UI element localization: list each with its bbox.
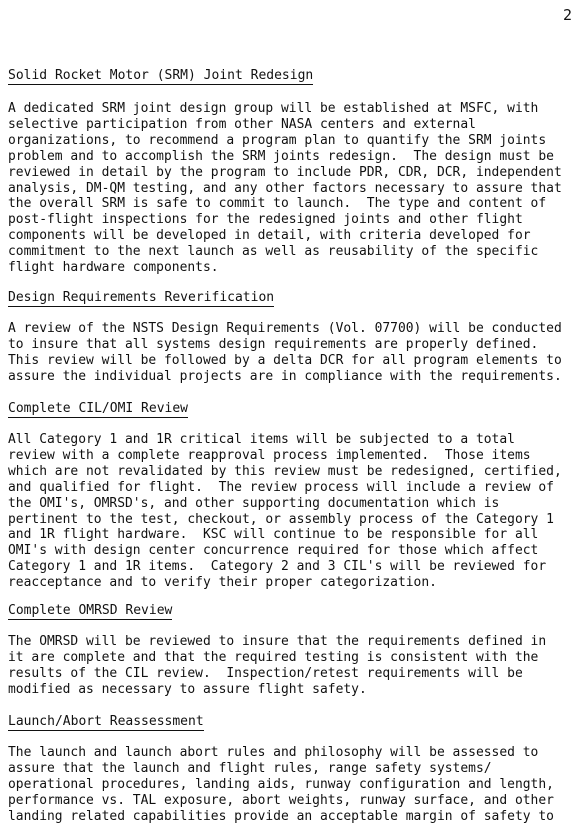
text-line: selective participation from other NASA centers and external — [8, 116, 476, 132]
section-srm-joint-redesign — [8, 68, 580, 276]
text-line: assure the individual projects are in compliance with the requirements. — [8, 368, 562, 384]
text-line: Category 1 and 1R items. Category 2 and 3 CIL's will be reviewed for — [8, 559, 547, 575]
section-body — [8, 321, 578, 385]
section-body — [8, 634, 578, 698]
text-line: OMI's with design center concurrence required for those which affect — [8, 543, 539, 559]
text-line: commitment to the next launch as well as reusability of the specific — [8, 244, 539, 260]
text-line: assure that the launch and flight rules, range safety systems/ — [8, 760, 492, 776]
heading-text: Launch/Abort Reassessment — [8, 714, 204, 729]
text-line: All Category 1 and 1R critical items will be subjected to a total — [8, 432, 515, 447]
text-line: landing related capabilities provide an acceptable margin of safety to — [8, 808, 554, 824]
section-heading — [8, 603, 580, 619]
text-line: organizations, to recommend a program plan to quantify the SRM joints — [8, 132, 547, 148]
text-line: A dedicated SRM joint design group will be established at MSFC, with — [8, 101, 539, 116]
text-line: analysis, DM-QM testing, and any other factors necessary to assure that — [8, 180, 562, 196]
text-line: reviewed in detail by the program to include PDR, CDR, DCR, independent — [8, 164, 562, 180]
text-line: which are not revalidated by this review must be redesigned, certified, — [8, 463, 562, 479]
heading-text: Design Requirements Reverification — [8, 290, 275, 305]
text-line: the OMI's, OMRSD's, and other supporting documentation which is — [8, 495, 500, 511]
text-line: The OMRSD will be reviewed to insure that the requirements defined in — [8, 634, 547, 649]
section-body — [8, 745, 578, 825]
text-line: to insure that all systems design requirements are properly defined. — [8, 336, 539, 352]
text-line: A review of the NSTS Design Requirements (Vol. 07700) will be conducted — [8, 321, 562, 336]
text-line: This review will be followed by a delta DCR for all program elements to — [8, 352, 562, 368]
section-launch-abort-reassessment — [8, 714, 580, 825]
page-number: 2 — [562, 6, 572, 24]
text-line: performance vs. TAL exposure, abort weights, runway surface, and other — [8, 792, 554, 808]
text-line: post-flight inspections for the redesigned joints and other flight — [8, 212, 523, 228]
section-design-requirements-reverification — [8, 290, 580, 385]
text-line: the overall SRM is safe to commit to launch. The type and content of — [8, 196, 547, 212]
text-line: operational procedures, landing aids, runway configuration and length, — [8, 776, 554, 792]
text-line: reacceptance and to verify their proper categorization. — [8, 575, 437, 591]
text-line: it are complete and that the required testing is consistent with the — [8, 649, 539, 665]
section-heading — [8, 290, 580, 306]
section-cil-omi-review — [8, 401, 580, 591]
heading-text: Complete OMRSD Review — [8, 603, 173, 618]
text-line: pertinent to the test, checkout, or assembly process of the Category 1 — [8, 511, 554, 527]
section-body — [8, 432, 578, 591]
text-line: results of the CIL review. Inspection/retest requirements will be — [8, 665, 523, 681]
text-line: modified as necessary to assure flight safety. — [8, 681, 367, 697]
text-line: problem and to accomplish the SRM joints redesign. The design must be — [8, 148, 554, 164]
text-line: and qualified for flight. The review process will include a review of — [8, 479, 554, 495]
section-omrsd-review — [8, 603, 580, 698]
section-heading — [8, 68, 580, 84]
heading-text: Complete CIL/OMI Review — [8, 401, 189, 416]
text-line: components will be developed in detail, with criteria developed for — [8, 228, 531, 244]
section-heading — [8, 714, 580, 730]
text-line: and 1R flight hardware. KSC will continue to be responsible for all — [8, 527, 539, 543]
text-line: review with a complete reapproval process implemented. Those items — [8, 447, 531, 463]
section-body — [8, 101, 578, 276]
text-line: The launch and launch abort rules and philosophy will be assessed to — [8, 745, 539, 760]
text-line: flight hardware components. — [8, 260, 219, 276]
heading-text: Solid Rocket Motor (SRM) Joint Redesign — [8, 68, 314, 83]
section-heading — [8, 401, 580, 417]
